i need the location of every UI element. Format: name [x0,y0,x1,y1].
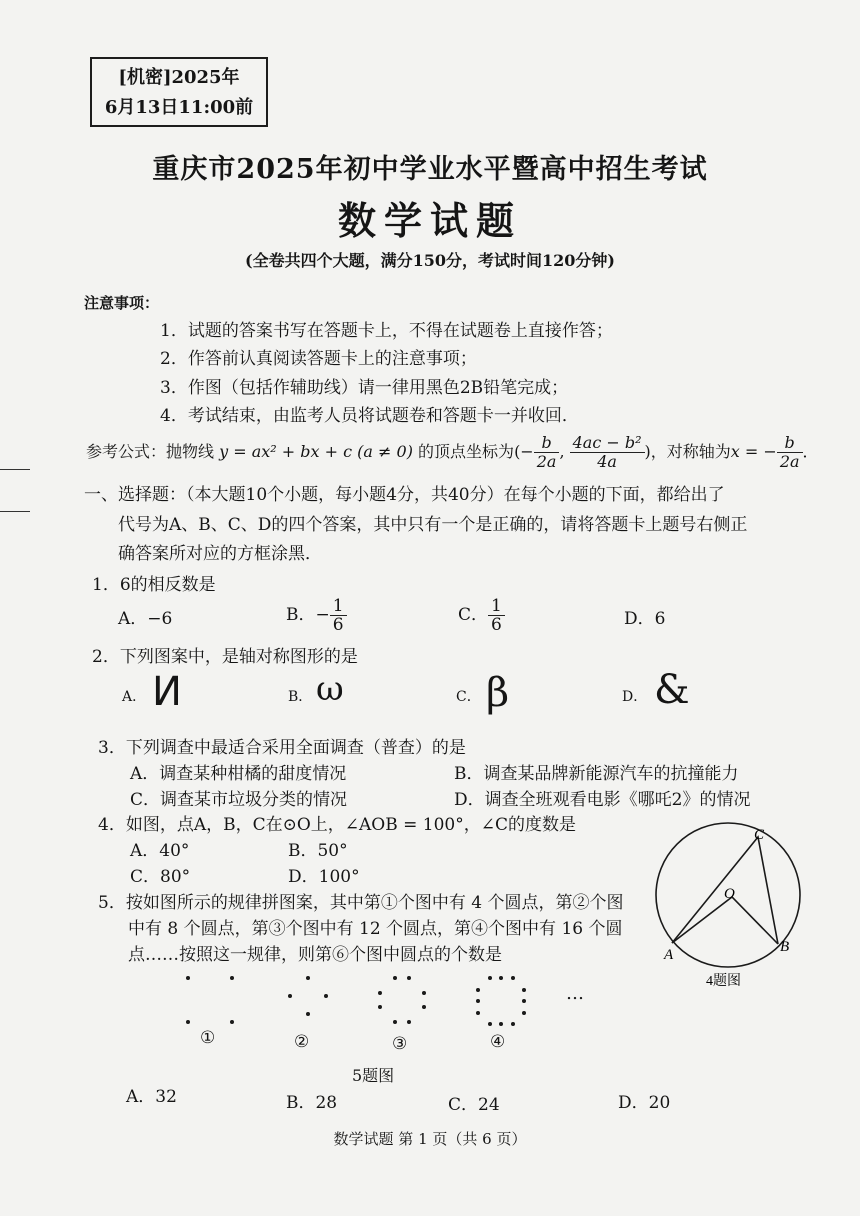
stamp-line-2: 6月13日11:00前 [104,97,254,118]
q5-line-3: 点……按照这一规律，则第⑥个图中圆点的个数是 [128,945,502,965]
q5-fig-label-4: ④ [490,1032,506,1052]
q2-option-b-label: B． [288,689,313,705]
q5-line-2: 中有 8 个圆点，第③个图中有 12 个圆点，第④个图中有 16 个圆 [128,919,623,939]
section-1-line-1: 一、选择题：（本大题10个小题，每小题4分，共40分）在每个小题的下面，都给出了 [84,485,725,505]
q5-pattern-1-dot [186,1020,190,1024]
q5-pattern-2-dot [288,994,292,998]
exam-title: 重庆市2025年初中学业水平暨高中招生考试 [152,154,708,185]
q4-option-b: B．50° [288,841,348,861]
q5-figure-caption: 5题图 [352,1066,395,1085]
q5-pattern-4-dot [499,1022,503,1026]
q4-figure-caption: 4题图 [706,974,741,989]
binding-mark-top [0,469,30,470]
q1-option-a: A．−6 [118,609,173,629]
q5-pattern-4-dot [476,999,480,1003]
q2-stem: 2．下列图案中，是轴对称图形的是 [92,647,358,667]
q3-option-c: C．调查某市垃圾分类的情况 [130,790,348,810]
q2-option-b-glyph: ω [316,669,344,709]
notes-heading: 注意事项： [84,294,160,312]
q5-line-1: 5．按如图所示的规律拼图案，其中第①个图中有 4 个圆点，第②个图 [98,893,624,913]
q5-pattern-4-dot [488,1022,492,1026]
formula-axis-eq: x = − [730,442,777,461]
q2-option-a-glyph: И [152,669,182,715]
q5-fig-label-3: ③ [392,1034,408,1054]
point-a-label: A [664,947,674,963]
q5-pattern-3-dot [378,1005,382,1009]
exam-info: (全卷共四个大题，满分150分，考试时间120分钟) [245,251,615,270]
point-c-label: C [754,827,765,843]
q4-option-c: C．80° [130,867,191,887]
q2-option-a-label: A． [122,689,147,705]
q1-option-b: B．− $\frac{1}{6}$ [286,597,347,634]
q5-fig-label-1: ① [200,1028,216,1048]
formula-mid: 的顶点坐标为 [418,442,515,461]
point-o-label: O [724,886,735,902]
point-b-label: B [780,939,790,955]
q5-ellipsis: … [566,983,584,1004]
q2-option-c-label: C． [456,689,481,705]
q5-option-d: D．20 [618,1093,671,1113]
q5-option-c: C．24 [448,1095,500,1115]
q5-fig-label-2: ② [294,1032,310,1052]
formula-prefix: 参考公式：抛物线 [86,442,215,461]
q5-pattern-2-dot [306,1012,310,1016]
q3-option-b: B．调查某品牌新能源汽车的抗撞能力 [454,764,739,784]
q4-option-d: D．100° [288,867,360,887]
stamp-line-1: [机密]2025年 [118,67,240,88]
q5-pattern-3-dot [407,976,411,980]
q5-pattern-1-dot [186,976,190,980]
q5-pattern-4-dot [476,1011,480,1015]
q5-pattern-3-dot [422,991,426,995]
axis-fraction: $\frac{b}{2a}$ [777,434,803,471]
q1-option-d: D．6 [624,609,666,629]
q5-pattern-3-dot [422,1005,426,1009]
q2-option-d-glyph: & [654,667,690,713]
q5-pattern-1-dot [230,976,234,980]
q1-stem: 1．6的相反数是 [92,575,216,595]
q5-pattern-4-dot [511,976,515,980]
q5-pattern-4-dot [488,976,492,980]
section-1-line-2: 代号为A、B、C、D的四个答案，其中只有一个是正确的，请将答题卡上题号右侧正 [118,515,748,535]
q5-pattern-2-dot [324,994,328,998]
q3-stem: 3．下列调查中最适合采用全面调查（普查）的是 [98,738,466,758]
vertex-y-fraction: $\frac{\text{4ac − b²}}{4a}$ [570,434,645,471]
section-1-line-3: 确答案所对应的方框涂黑． [118,544,322,564]
angle-aob-lines [672,897,778,944]
q1-option-c: C． $\frac{1}{6}$ [458,597,505,634]
q5-pattern-4-dot [476,988,480,992]
q5-option-a: A．32 [126,1087,177,1107]
q5-pattern-1-dot [230,1020,234,1024]
subject-title: 数学试题 [337,198,522,243]
note-item-1: 1．试题的答案书写在答题卡上，不得在试题卷上直接作答； [160,321,613,341]
q3-option-a: A．调查某种柑橘的甜度情况 [130,764,347,784]
formula-axis-text: ，对称轴为 [650,442,731,461]
note-item-3: 3．作图（包括作辅助线）请一律用黑色2B铅笔完成； [160,378,569,398]
q3-option-d: D．调查全班观看电影《哪吒2》的情况 [454,790,751,810]
formula-equation: y = ax² + bx + c (a ≠ 0) [219,442,413,461]
q2-option-d-label: D． [622,689,648,705]
q4-circle-figure [650,815,820,995]
q4-stem: 4．如图，点A，B，C在⊙O上，∠AOB = 100°，∠C的度数是 [98,815,576,835]
q5-pattern-4-dot [499,976,503,980]
binding-mark-bottom [0,511,30,512]
q5-pattern-3-dot [407,1020,411,1024]
q5-pattern-3-dot [378,991,382,995]
vertex-x-fraction: $\frac{b}{2a}$ [534,434,560,471]
q4-option-a: A．40° [130,841,190,861]
note-item-2: 2．作答前认真阅读答题卡上的注意事项； [160,349,477,369]
q5-pattern-4-dot [522,999,526,1003]
q5-pattern-2-dot [306,976,310,980]
note-item-4: 4．考试结束，由监考人员将试题卷和答题卡一并收回． [160,406,579,426]
page-footer: 数学试题 第 1 页（共 6 页） [333,1130,527,1148]
q2-option-c-glyph: β [486,670,510,716]
q5-pattern-3-dot [393,976,397,980]
confidential-stamp [90,57,268,127]
reference-formula: 参考公式：抛物线 y = ax² + bx + c (a ≠ 0) 的顶点坐标为(− $\frac{b}{2a}$ , $\frac{\text{4ac − b²}}{4a}$ )，对称轴为x = − $\frac{b}{2a}$ ． [86,433,819,471]
q5-pattern-3-dot [393,1020,397,1024]
q5-pattern-4-dot [522,1011,526,1015]
q5-pattern-4-dot [522,988,526,992]
q5-pattern-4-dot [511,1022,515,1026]
q5-option-b: B．28 [286,1093,338,1113]
